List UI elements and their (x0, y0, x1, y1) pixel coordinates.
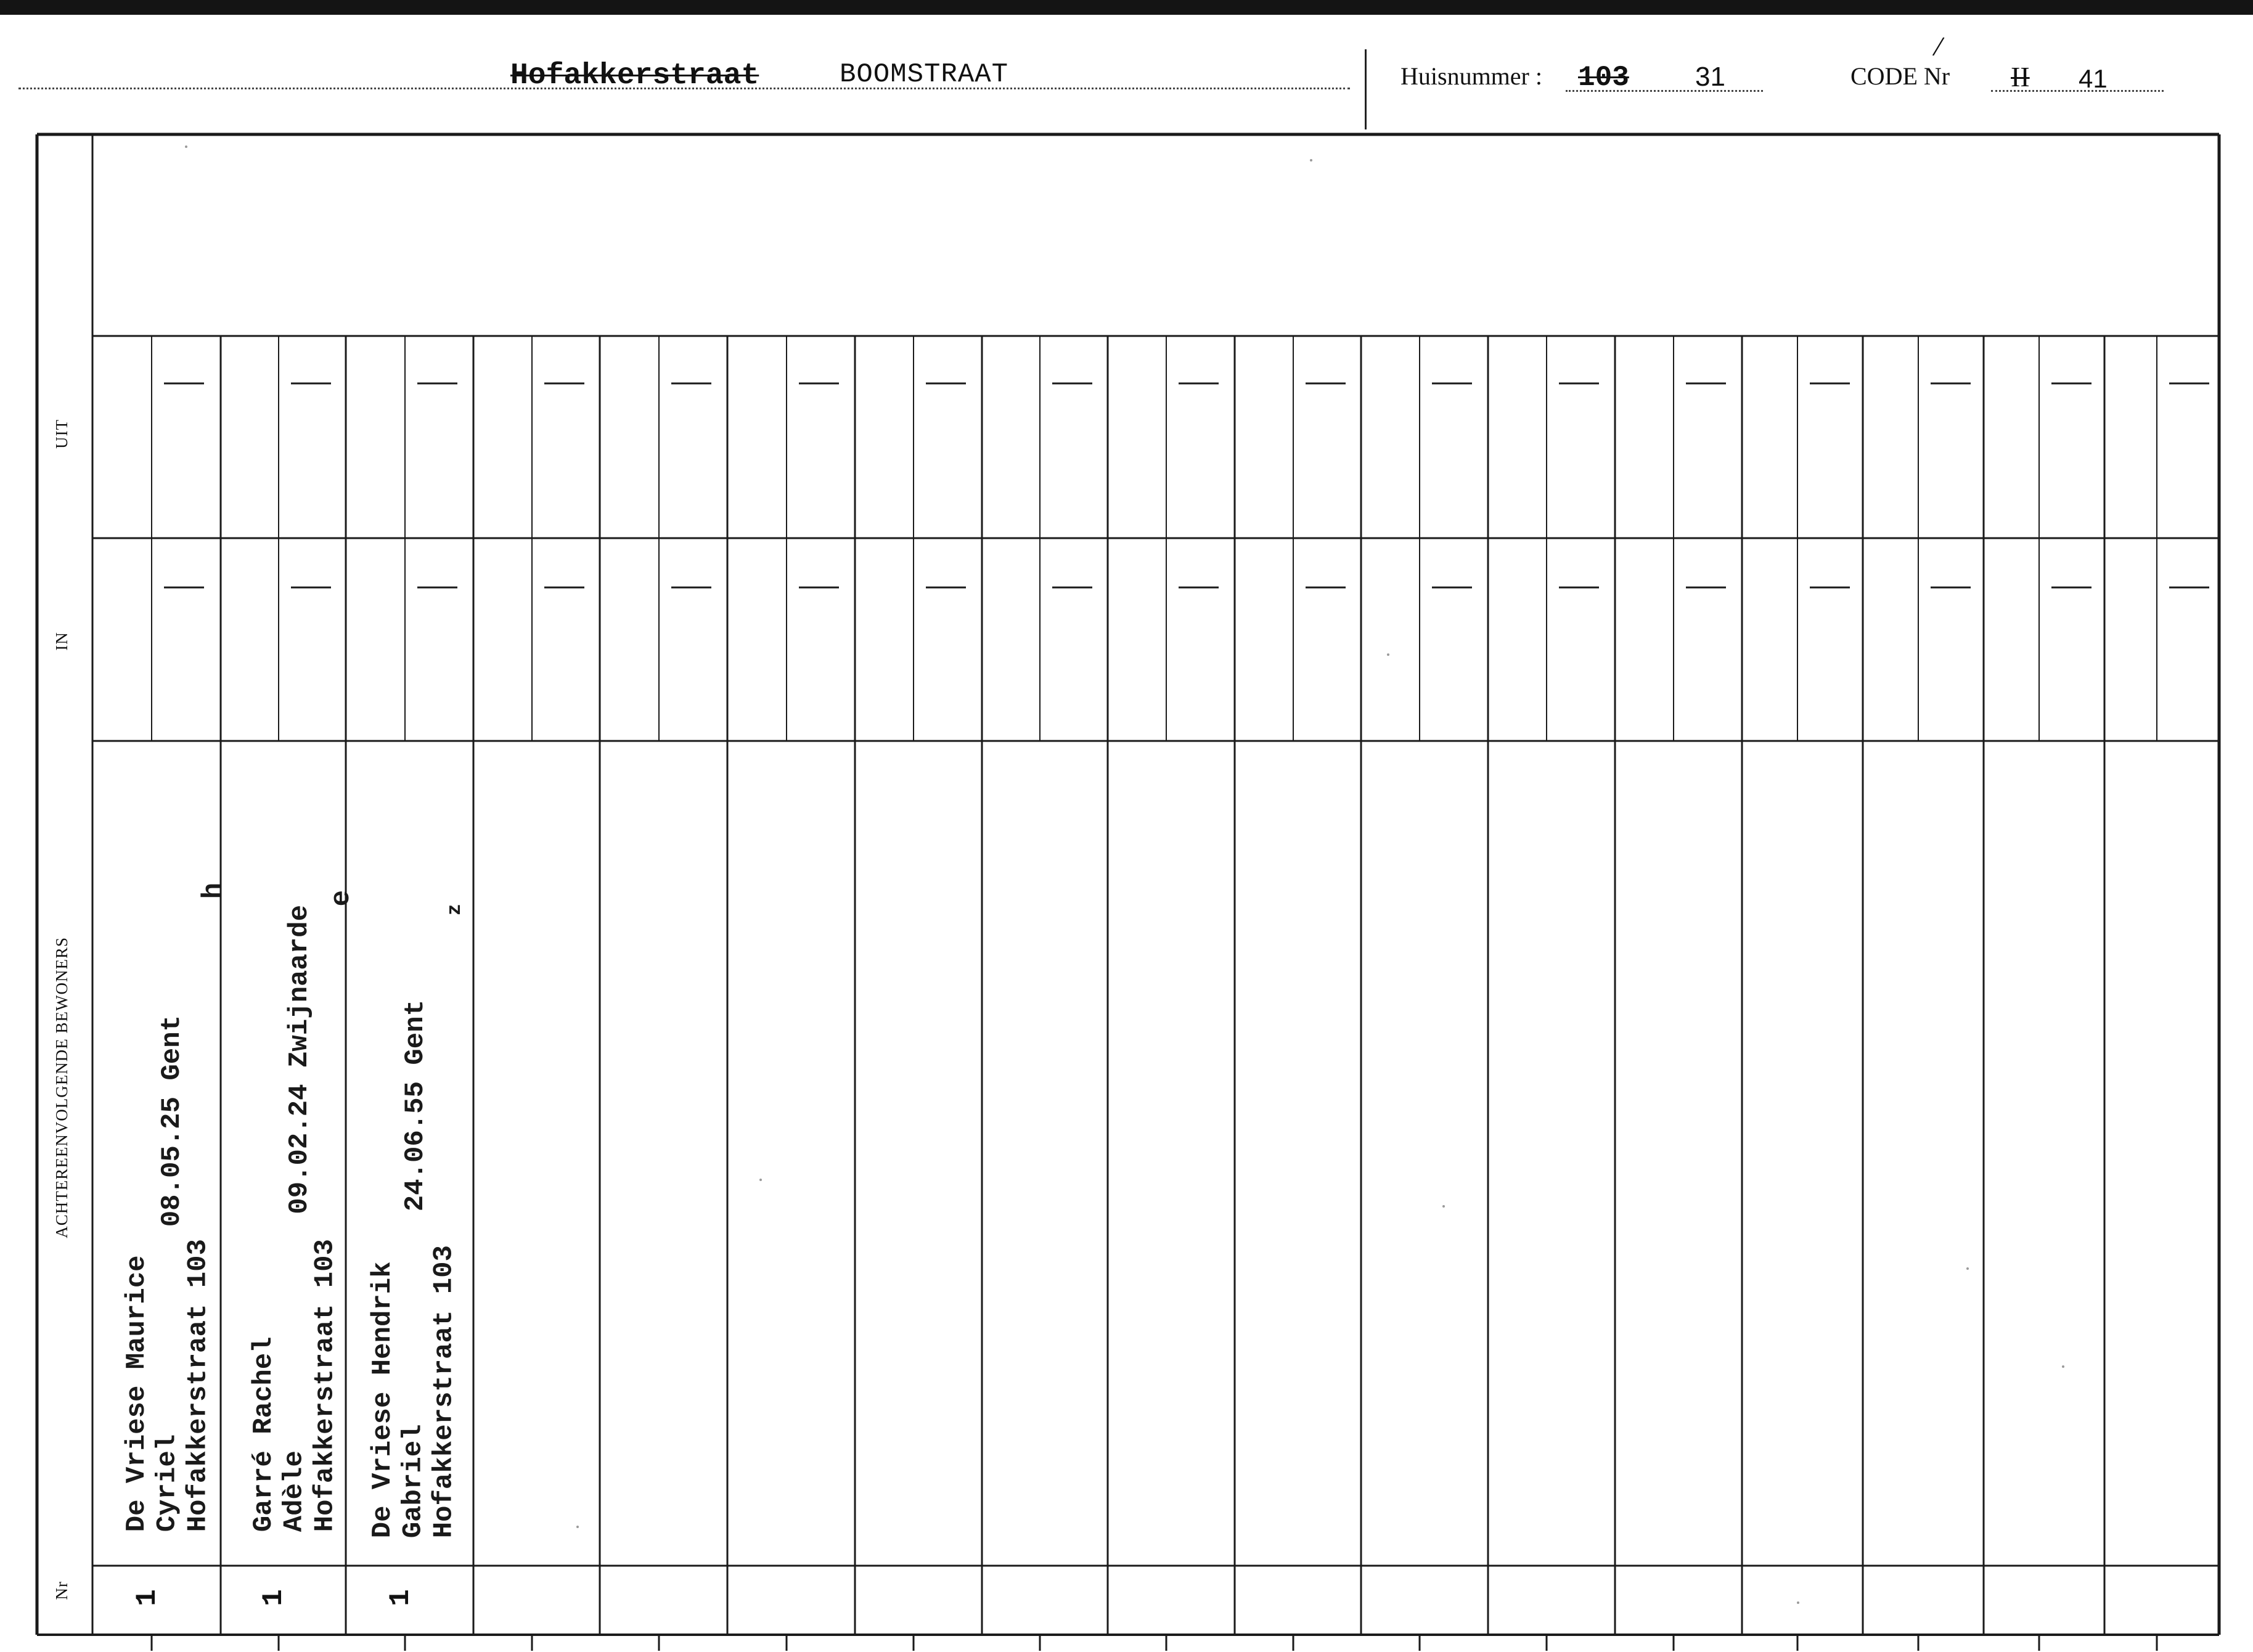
resident-nr: 1 (131, 1589, 163, 1606)
code-number-new: 41 (2079, 64, 2108, 93)
resident-address: Hofakkerstraat 103 (428, 1245, 460, 1538)
resident-firstnames: Adèle (279, 1450, 310, 1532)
resident-mark: z (443, 903, 466, 915)
resident-name: Garré Rachel (248, 1336, 279, 1532)
row-label-uit: UIT (52, 419, 71, 449)
resident-name-lines (122, 1239, 214, 1532)
resident-firstnames: Gabriel (398, 1424, 429, 1538)
scan-speck (1310, 159, 1312, 162)
house-number-label: Huisnummer : (1400, 62, 1542, 90)
row-label-nr: Nr (52, 1581, 71, 1600)
resident-name-lines (249, 1239, 341, 1532)
resident-nr: 1 (384, 1589, 417, 1606)
scan-speck (1387, 653, 1389, 656)
row-label-bewoners: ACHTEREENVOLGENDE BEWONERS (52, 937, 71, 1238)
street-new-name: BOOMSTRAAT (840, 59, 1009, 90)
house-number-old: 103 (1578, 62, 1629, 94)
scan-speck (1442, 1205, 1445, 1208)
resident-mark: h (198, 882, 229, 899)
scan-speck (576, 1526, 579, 1528)
code-mark: / (1931, 30, 1946, 63)
resident-address: Hofakkerstraat 103 (182, 1238, 214, 1532)
row-label-in: IN (52, 632, 71, 651)
scan-speck (759, 1179, 762, 1181)
resident-address: Hofakkerstraat 103 (309, 1238, 341, 1532)
resident-name: De Vriese Maurice (121, 1255, 152, 1532)
resident-name: De Vriese Hendrik (367, 1261, 398, 1538)
scan-speck (1966, 1267, 1969, 1270)
resident-name-lines (368, 1245, 460, 1538)
resident-birth: 08.05.25 Gent (157, 1015, 187, 1227)
code-number-old: II (2011, 61, 2030, 92)
resident-birth: 09.02.24 Zwijnaarde (284, 905, 315, 1214)
scan-speck (1797, 1601, 1799, 1604)
resident-nr: 1 (257, 1589, 290, 1606)
scan-speck (185, 145, 187, 148)
resident-firstnames: Cyriel (152, 1434, 183, 1532)
resident-mark: e (326, 889, 357, 906)
code-number-label: CODE Nr (1850, 62, 1950, 90)
scan-speck (2062, 1365, 2064, 1368)
house-number-new: 31 (1695, 62, 1725, 92)
street-old-name: Hofakkerstraat (510, 59, 759, 92)
resident-birth: 24.06.55 Gent (400, 999, 431, 1211)
